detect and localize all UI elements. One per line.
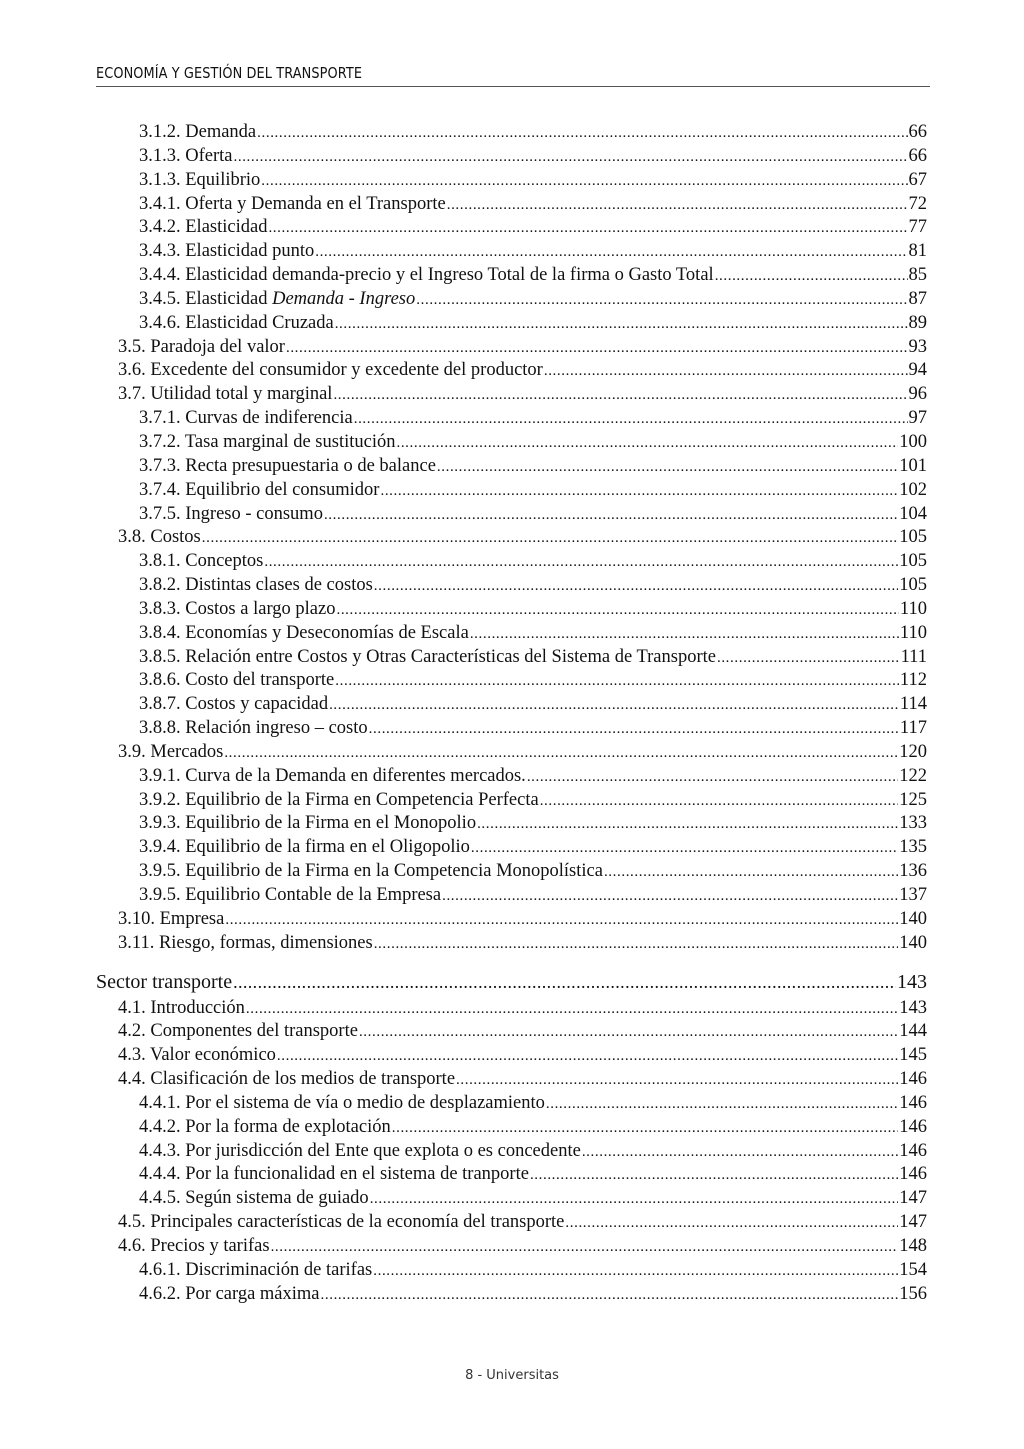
toc-entry[interactable] bbox=[96, 997, 927, 1021]
toc-entry-page: 146 bbox=[899, 1164, 927, 1185]
toc-entry-title bbox=[139, 812, 476, 836]
dot-leader bbox=[565, 1211, 898, 1236]
toc-entry-page: 156 bbox=[899, 1283, 927, 1304]
toc-entry-page: 77 bbox=[908, 217, 927, 238]
toc-entry-page: 146 bbox=[899, 1069, 927, 1090]
dot-leader bbox=[335, 312, 908, 337]
toc-entry[interactable] bbox=[96, 145, 927, 169]
toc-entry-page: 104 bbox=[899, 503, 927, 524]
dot-leader bbox=[321, 1283, 899, 1308]
toc-entry-title-text: 4.4.4. Por la funcionalidad en el sistema de tranporte bbox=[139, 1164, 529, 1185]
toc-entry-page: 148 bbox=[899, 1235, 927, 1256]
toc-entry-title-text: 3.8.1. Conceptos bbox=[139, 551, 264, 572]
toc-entry[interactable] bbox=[96, 717, 927, 741]
toc-entry-title-text: 4.5. Principales características de la economía del transporte bbox=[118, 1212, 565, 1233]
dot-leader bbox=[717, 646, 900, 671]
toc-entry[interactable] bbox=[96, 812, 927, 836]
toc-entry-page: 137 bbox=[899, 885, 927, 905]
toc-entry-page: 66 bbox=[908, 122, 927, 142]
toc-entry[interactable] bbox=[96, 359, 927, 383]
toc-entry[interactable] bbox=[96, 407, 927, 431]
toc-entry[interactable] bbox=[96, 932, 927, 956]
dot-leader bbox=[544, 359, 908, 384]
dot-leader bbox=[416, 288, 907, 313]
toc-entry-title-text: 3.7. Utilidad total y marginal bbox=[118, 384, 333, 405]
toc-entry[interactable] bbox=[96, 240, 927, 264]
toc-entry-title-text: 3.9.5. Equilibrio Contable de la Empresa bbox=[139, 885, 442, 905]
dot-leader bbox=[437, 455, 898, 480]
dot-leader bbox=[540, 789, 899, 814]
toc-entry-title bbox=[118, 1020, 358, 1044]
toc-entry[interactable] bbox=[96, 455, 927, 479]
toc-entry-title-text: 3.10. Empresa bbox=[118, 908, 225, 929]
toc-entry-title bbox=[139, 1283, 320, 1307]
toc-entry-title bbox=[139, 431, 395, 455]
toc-entry-title-text: 3.1.3. Oferta bbox=[139, 145, 233, 166]
toc-entry-page: 96 bbox=[908, 384, 927, 405]
toc-entry-title-text: 3.9.4. Equilibrio de la firma en el Oligopolio bbox=[139, 837, 470, 858]
dot-leader bbox=[392, 1116, 899, 1141]
toc-entry-page: 72 bbox=[908, 193, 927, 214]
toc-entry[interactable] bbox=[96, 550, 927, 574]
toc-entry[interactable] bbox=[96, 503, 927, 527]
toc-entry-title-text: 3.1.2. Demanda bbox=[139, 122, 257, 142]
toc-entry-title bbox=[118, 1068, 455, 1092]
toc-entry-page: 100 bbox=[899, 431, 927, 452]
toc-entry[interactable] bbox=[96, 1163, 927, 1187]
toc-entry[interactable] bbox=[96, 1259, 927, 1283]
dot-leader bbox=[264, 550, 898, 575]
dot-leader bbox=[530, 1163, 898, 1188]
toc-entry-title bbox=[139, 789, 539, 813]
toc-group-chapter-4 bbox=[96, 997, 927, 1307]
toc-entry-page: 97 bbox=[908, 408, 927, 429]
dot-leader bbox=[315, 240, 907, 265]
toc-entry-title bbox=[139, 1259, 372, 1283]
toc-entry[interactable] bbox=[96, 336, 927, 360]
toc-entry-title bbox=[139, 479, 379, 503]
toc-section-page: 143 bbox=[897, 970, 927, 993]
toc-entry-title bbox=[139, 312, 334, 336]
dot-leader bbox=[335, 669, 899, 694]
toc-entry[interactable] bbox=[96, 383, 927, 407]
toc-entry-page: 66 bbox=[908, 145, 927, 166]
toc-entry[interactable] bbox=[96, 1187, 927, 1211]
toc-entry-title bbox=[139, 574, 373, 598]
toc-entry-title bbox=[139, 240, 314, 264]
dot-leader bbox=[261, 169, 907, 194]
toc-entry-page: 87 bbox=[908, 288, 927, 309]
toc-entry-title bbox=[139, 884, 441, 908]
dot-leader bbox=[359, 1020, 898, 1045]
toc-entry-title bbox=[118, 741, 223, 765]
toc-entry[interactable] bbox=[96, 169, 927, 193]
toc-entry-page: 111 bbox=[900, 646, 927, 667]
toc-entry[interactable] bbox=[96, 1020, 927, 1044]
dot-leader bbox=[374, 574, 898, 599]
toc-entry-title-text: 3.9. Mercados bbox=[118, 741, 224, 762]
toc-entry-title bbox=[139, 1092, 545, 1116]
toc-entry[interactable] bbox=[96, 264, 927, 288]
dot-leader bbox=[324, 503, 898, 528]
toc-entry-title bbox=[139, 765, 526, 789]
toc-entry-title-text: 4.3. Valor económico bbox=[118, 1045, 276, 1066]
toc-entry-title bbox=[118, 1235, 270, 1259]
dot-leader bbox=[354, 407, 908, 432]
toc-entry[interactable] bbox=[96, 836, 927, 860]
toc-entry-title-text: 4.6. Precios y tarifas bbox=[118, 1235, 270, 1256]
toc-section-title: Sector transporte bbox=[96, 970, 233, 993]
toc-entry[interactable] bbox=[96, 1044, 927, 1068]
toc-entry-page: 133 bbox=[899, 813, 927, 834]
toc-entry[interactable] bbox=[96, 669, 927, 693]
toc-entry-page: 140 bbox=[899, 932, 927, 953]
header-rule bbox=[96, 86, 930, 87]
toc-entry-title-text: 4.4.3. Por jurisdicción del Ente que explota o es concedente bbox=[139, 1140, 581, 1161]
toc-entry-page: 85 bbox=[908, 265, 927, 286]
toc-entry-page: 120 bbox=[899, 741, 927, 762]
toc-entry-title-text: 4.2. Componentes del transporte bbox=[118, 1021, 358, 1042]
toc-entry[interactable] bbox=[96, 479, 927, 503]
toc-entry-title bbox=[139, 1140, 581, 1164]
toc-entry-page: 105 bbox=[899, 551, 927, 572]
toc-entry-title-text: 3.8.8. Relación ingreso – costo bbox=[139, 718, 368, 739]
toc-entry-page: 154 bbox=[899, 1259, 927, 1280]
dot-leader bbox=[369, 717, 899, 742]
toc-entry-title-text: 4.4.2. Por la forma de explotación bbox=[139, 1116, 391, 1137]
toc-entry-title bbox=[139, 622, 469, 646]
toc-entry-title bbox=[139, 264, 714, 288]
toc-entry-title-text: 3.4.3. Elasticidad punto bbox=[139, 241, 315, 262]
dot-leader bbox=[277, 1044, 898, 1069]
toc-entry-title bbox=[139, 669, 334, 693]
toc-entry-page: 125 bbox=[899, 789, 927, 810]
toc-entry-title-text: 3.9.5. Equilibrio de la Firma en la Competencia Monopolística bbox=[139, 861, 603, 882]
toc-entry-page: 136 bbox=[899, 861, 927, 882]
dot-leader bbox=[234, 145, 908, 170]
toc-entry-page: 147 bbox=[899, 1188, 927, 1209]
toc-entry[interactable] bbox=[96, 693, 927, 717]
toc-entry[interactable] bbox=[96, 789, 927, 813]
toc-entry-title-text: 3.8.6. Costo del transporte bbox=[139, 670, 335, 691]
toc-entry[interactable] bbox=[96, 1283, 927, 1307]
toc-entry-title-text: 3.5. Paradoja del valor bbox=[118, 336, 285, 357]
dot-leader bbox=[715, 264, 908, 289]
toc-entry-title bbox=[139, 121, 256, 145]
toc-entry-page: 143 bbox=[899, 997, 927, 1018]
toc-entry-page: 140 bbox=[899, 908, 927, 929]
toc-entry-title-text: 3.4.4. Elasticidad demanda-precio y el Ingreso Total de la firma o Gasto Total bbox=[139, 265, 714, 286]
dot-leader bbox=[246, 997, 898, 1022]
dot-leader bbox=[470, 622, 899, 647]
dot-leader bbox=[257, 121, 907, 146]
toc-entry-title-text: 3.8.7. Costos y capacidad bbox=[139, 694, 329, 715]
toc-entry-title-text: 3.7.5. Ingreso - consumo bbox=[139, 503, 323, 524]
toc-entry[interactable] bbox=[96, 1235, 927, 1259]
dot-leader bbox=[333, 383, 907, 408]
dot-leader bbox=[271, 1235, 899, 1260]
toc-entry-title bbox=[118, 359, 543, 383]
toc-entry-title-text: 3.4.5. Elasticidad bbox=[139, 288, 273, 309]
toc-entry-page: 147 bbox=[899, 1212, 927, 1233]
toc-entry[interactable] bbox=[96, 598, 927, 622]
dot-leader bbox=[396, 431, 898, 456]
toc-entry-title bbox=[139, 455, 436, 479]
toc-entry-title-text: 3.6. Excedente del consumidor y excedente del productor bbox=[118, 360, 543, 381]
toc-entry[interactable] bbox=[96, 622, 927, 646]
toc-entry-page: 105 bbox=[899, 575, 927, 596]
toc-entry-title-text: 3.9.1. Curva de la Demanda en diferentes mercados. bbox=[139, 765, 526, 786]
toc-entry-title bbox=[118, 383, 332, 407]
toc-entry-page: 89 bbox=[908, 312, 927, 333]
toc-entry-title-text: 3.7.1. Curvas de indiferencia bbox=[139, 408, 353, 429]
dot-leader bbox=[604, 860, 898, 885]
page-footer: 8 - Universitas bbox=[465, 1368, 559, 1383]
dot-leader bbox=[268, 216, 907, 241]
toc-entry-page: 101 bbox=[899, 455, 927, 476]
toc-entry-title bbox=[118, 908, 224, 932]
toc-group-chapter-3 bbox=[96, 121, 927, 956]
toc-entry[interactable] bbox=[96, 1092, 927, 1116]
toc-entry[interactable] bbox=[96, 121, 927, 145]
toc-entry[interactable] bbox=[96, 216, 927, 240]
toc-entry-title bbox=[139, 1163, 529, 1187]
toc-entry-title bbox=[139, 598, 335, 622]
toc-entry-title-italic: Demanda - Ingreso bbox=[272, 288, 416, 309]
toc-entry-title bbox=[139, 646, 716, 670]
toc-entry[interactable] bbox=[96, 860, 927, 884]
toc-entry-page: 146 bbox=[899, 1140, 927, 1161]
dot-leader bbox=[286, 336, 908, 361]
toc-entry-title-text: 3.4.2. Elasticidad bbox=[139, 217, 268, 238]
dot-leader bbox=[546, 1092, 898, 1117]
toc-entry-title-text: 3.8.2. Distintas clases de costos bbox=[139, 575, 373, 596]
toc-entry-page: 144 bbox=[899, 1021, 927, 1042]
toc-entry-title bbox=[118, 336, 285, 360]
toc-entry-page: 146 bbox=[899, 1092, 927, 1113]
toc-entry[interactable] bbox=[96, 574, 927, 598]
toc-entry-page: 105 bbox=[899, 527, 927, 548]
toc-entry-title-text: 3.4.1. Oferta y Demanda en el Transporte bbox=[139, 193, 446, 214]
toc-entry-title bbox=[118, 1044, 276, 1068]
running-header: ECONOMÍA Y GESTIÓN DEL TRANSPORTE bbox=[96, 64, 363, 82]
toc-entry[interactable] bbox=[96, 765, 927, 789]
toc-entry-title-text: 3.8. Costos bbox=[118, 527, 201, 548]
dot-leader bbox=[329, 693, 899, 718]
toc-entry[interactable] bbox=[96, 193, 927, 217]
toc-entry-title bbox=[118, 932, 373, 956]
toc-entry-page: 81 bbox=[908, 241, 927, 262]
toc-entry-page: 122 bbox=[899, 765, 927, 786]
toc-entry-title-text: 3.7.3. Recta presupuestaria o de balance bbox=[139, 455, 436, 476]
toc-entry-page: 146 bbox=[899, 1116, 927, 1137]
toc-entry-page: 67 bbox=[908, 169, 927, 190]
dot-leader bbox=[447, 193, 908, 218]
toc-entry-page: 102 bbox=[899, 479, 927, 500]
dot-leader bbox=[224, 741, 898, 766]
toc-entry-title bbox=[139, 169, 260, 193]
toc-entry-title-text: 4.4.1. Por el sistema de vía o medio de desplazamiento bbox=[139, 1092, 545, 1113]
toc-entry-title bbox=[118, 997, 245, 1021]
toc-entry-title-text: 3.1.3. Equilibrio bbox=[139, 169, 261, 190]
toc-entry-title-text: 3.7.4. Equilibrio del consumidor bbox=[139, 479, 380, 500]
dot-leader bbox=[233, 968, 896, 997]
toc-entry-title-text: 3.7.2. Tasa marginal de sustitución bbox=[139, 431, 396, 452]
toc-entry-title-text: 3.8.3. Costos a largo plazo bbox=[139, 598, 336, 619]
toc-entry-title bbox=[139, 550, 263, 574]
toc-entry[interactable] bbox=[96, 741, 927, 765]
table-of-contents bbox=[96, 121, 927, 1307]
toc-entry-title bbox=[118, 526, 201, 550]
dot-leader bbox=[225, 908, 898, 933]
dot-leader bbox=[202, 526, 898, 551]
toc-entry[interactable] bbox=[96, 431, 927, 455]
toc-entry-title bbox=[139, 860, 603, 884]
toc-entry-title bbox=[139, 407, 353, 431]
toc-entry-title-text: 4.6.1. Discriminación de tarifas bbox=[139, 1259, 373, 1280]
toc-entry-title bbox=[139, 836, 470, 860]
toc-entry-title-text: 4.4. Clasificación de los medios de transporte bbox=[118, 1069, 456, 1090]
toc-entry[interactable] bbox=[96, 526, 927, 550]
toc-section-heading[interactable] bbox=[96, 968, 927, 997]
dot-leader bbox=[471, 836, 898, 861]
toc-entry-title-text: 3.8.5. Relación entre Costos y Otras Características del Sistema de Transporte bbox=[139, 646, 716, 667]
dot-leader bbox=[477, 812, 898, 837]
toc-entry-page: 112 bbox=[899, 670, 927, 691]
toc-entry-title bbox=[139, 693, 328, 717]
toc-entry-title-text: 4.1. Introducción bbox=[118, 997, 245, 1018]
toc-entry-page: 94 bbox=[908, 360, 927, 381]
toc-entry-title-text: 4.4.5. Según sistema de guiado bbox=[139, 1188, 369, 1209]
toc-entry-page: 93 bbox=[908, 336, 927, 357]
dot-leader bbox=[456, 1068, 898, 1093]
toc-entry-title-text: 4.6.2. Por carga máxima bbox=[139, 1283, 320, 1304]
toc-entry-page: 110 bbox=[899, 622, 927, 643]
toc-entry-page: 135 bbox=[899, 837, 927, 858]
toc-entry-title-text: 3.11. Riesgo, formas, dimensiones bbox=[118, 932, 373, 953]
dot-leader bbox=[582, 1140, 898, 1165]
dot-leader bbox=[373, 1259, 898, 1284]
toc-entry[interactable] bbox=[96, 1068, 927, 1092]
toc-entry-title bbox=[139, 216, 267, 240]
toc-entry[interactable] bbox=[96, 1116, 927, 1140]
toc-entry-title bbox=[139, 145, 233, 169]
dot-leader bbox=[374, 932, 899, 957]
toc-entry-title bbox=[139, 1187, 369, 1211]
toc-entry[interactable] bbox=[96, 288, 927, 312]
toc-entry-title bbox=[139, 717, 368, 741]
toc-entry-page: 110 bbox=[899, 598, 927, 619]
toc-entry-title bbox=[139, 1116, 391, 1140]
dot-leader bbox=[370, 1187, 899, 1212]
toc-entry[interactable] bbox=[96, 1211, 927, 1235]
toc-entry-title-text: 3.8.4. Economías y Deseconomías de Escala bbox=[139, 622, 469, 643]
toc-entry[interactable] bbox=[96, 1140, 927, 1164]
toc-entry[interactable] bbox=[96, 646, 927, 670]
toc-entry-title bbox=[139, 503, 323, 527]
dot-leader bbox=[527, 765, 898, 790]
toc-entry-title bbox=[118, 1211, 564, 1235]
toc-entry-title-text: 3.9.3. Equilibrio de la Firma en el Monopolio bbox=[139, 813, 477, 834]
toc-entry-title bbox=[139, 288, 415, 312]
toc-entry[interactable] bbox=[96, 908, 927, 932]
toc-entry[interactable] bbox=[96, 884, 927, 908]
toc-entry-page: 117 bbox=[899, 718, 927, 739]
dot-leader bbox=[336, 598, 898, 623]
toc-entry-title-text: 3.4.6. Elasticidad Cruzada bbox=[139, 312, 334, 333]
toc-entry-title-text: 3.9.2. Equilibrio de la Firma en Competencia Perfecta bbox=[139, 789, 539, 810]
toc-entry-page: 145 bbox=[899, 1045, 927, 1066]
dot-leader bbox=[380, 479, 898, 504]
toc-entry-page: 114 bbox=[899, 694, 927, 715]
dot-leader bbox=[442, 884, 898, 909]
toc-entry-title bbox=[139, 193, 446, 217]
toc-entry[interactable] bbox=[96, 312, 927, 336]
